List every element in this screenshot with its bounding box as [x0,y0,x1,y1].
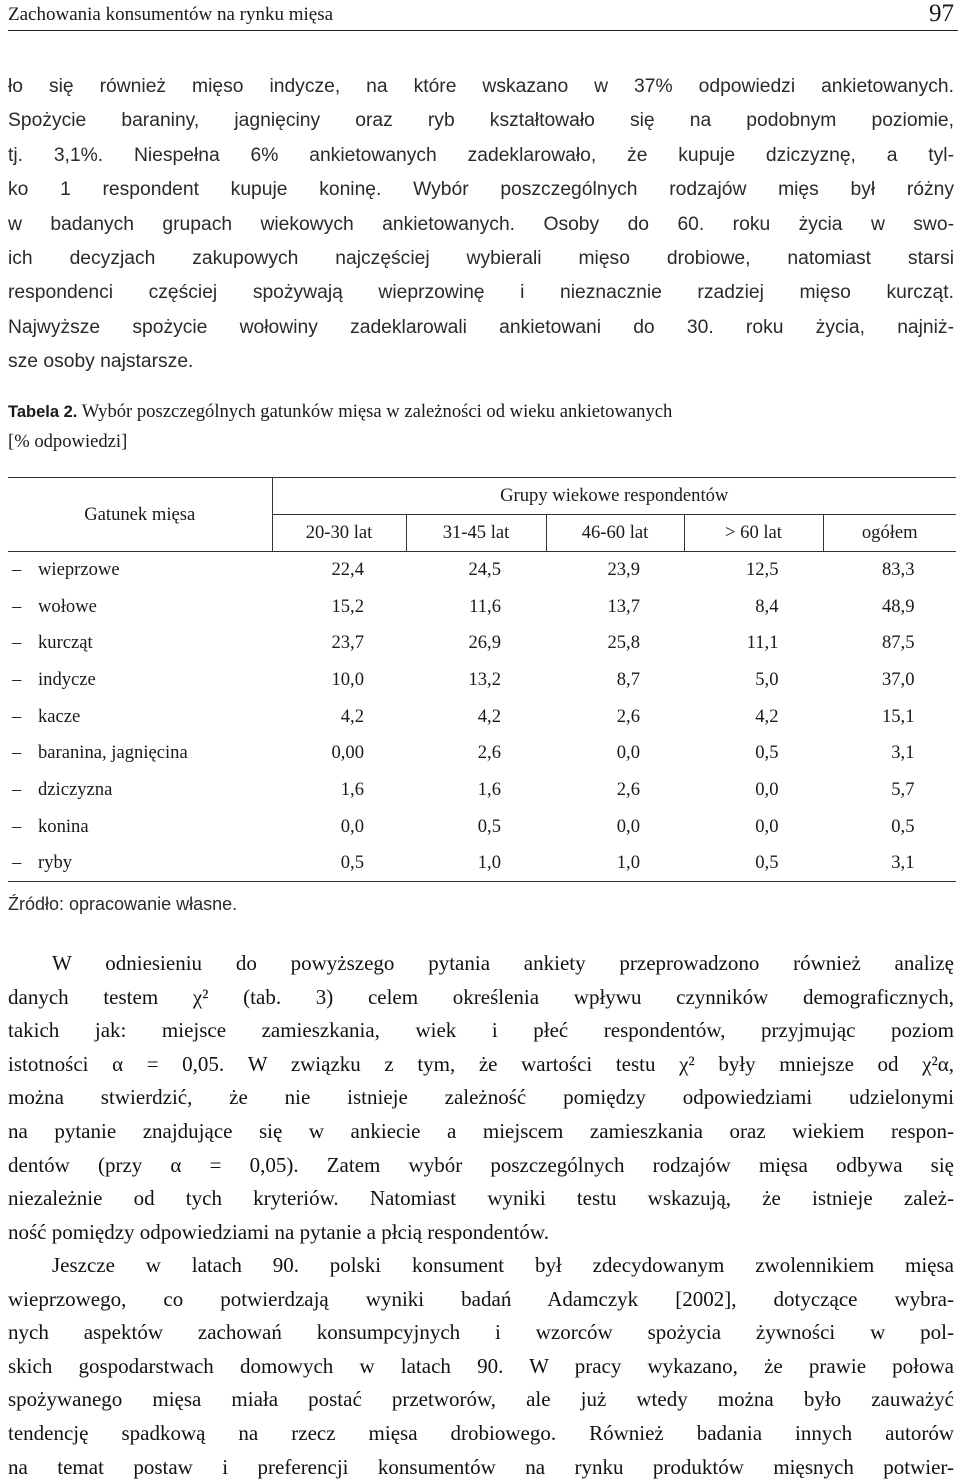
cell-value: 23,7 [331,632,364,654]
table-cell [684,772,823,809]
text-line: respondenci częściej spożywają wieprzowinę i nieznacznie rzadziej mięso kurcząt. [8,282,954,304]
text-line: istotności α = 0,05. W związku z tym, że wartości testu χ² były mniejsze od χ²α, [8,1051,954,1076]
table-cell [684,588,823,625]
cell-value: 2,6 [616,705,640,727]
paragraph-1 [8,70,954,380]
cell-value: 37,0 [881,668,915,690]
table-cell [546,735,684,772]
cell-value: 2,6 [616,778,640,800]
table-cell [406,735,546,772]
page-header [8,0,958,31]
column-header: 46-60 lat [546,515,684,552]
table-cell [406,698,546,735]
text-line: tj. 3,1%. Niespełna 6% ankietowanych zadeklarowało, że kupuje dziczyznę, a tyl- [8,144,954,166]
table-cell [684,662,823,699]
table-cell [406,845,546,882]
table-cell [823,625,956,662]
table-row [8,772,956,809]
table-cell [546,845,684,882]
table-cell [823,698,956,735]
cell-value: 0,5 [891,815,915,837]
dash-bullet: – [12,705,22,727]
table-cell [546,698,684,735]
table-cell [684,552,823,589]
cell-value: 0,5 [477,815,501,837]
cell-value: 8,7 [616,668,640,690]
row-label [8,772,272,809]
text-line: nych aspektów zachowań konsumpcyjnych i wzorców spożycia żywności w pol- [8,1320,954,1345]
cell-value: 13,7 [607,595,640,617]
row-label [8,808,272,845]
table-cell [684,845,823,882]
row-name: baranina, jagnięcina [38,742,188,764]
cell-value: 23,9 [607,559,640,581]
cell-value: 22,4 [331,559,364,581]
table-cell [546,588,684,625]
cell-value: 11,6 [469,595,501,617]
table-cell [406,772,546,809]
text-line: takich jak: miejsce zamieszkania, wiek i płeć respondentów, przyjmując poziom [8,1018,954,1043]
dash-bullet: – [12,815,22,837]
text-line: dentów (przy α = 0,05). Zatem wybór poszczególnych rodzajów mięsa odbywa się [8,1152,954,1177]
text-line: W odniesieniu do powyższego pytania ankiety przeprowadzono również analizę [52,951,954,975]
table-row [8,698,956,735]
cell-value: 4,2 [477,705,501,727]
table-cell [546,625,684,662]
table-cell [406,808,546,845]
row-name: indycze [38,668,96,690]
group-header: Grupy wiekowe respondentów [272,478,956,515]
dash-bullet: – [12,595,22,617]
text-line: ich decyzjach zakupowych najczęściej wybierali mięso drobiowe, natomiast starsi [8,248,954,270]
running-title: Zachowania konsumentów na rynku mięsa [8,4,334,25]
data-table [8,477,956,882]
text-line: na pytanie znajdujące się w ankiecie a miejscem zamieszkania oraz wiekiem respon- [8,1118,954,1143]
table-cell [546,662,684,699]
cell-value: 0,00 [331,742,364,764]
text-line: skich gospodarstwach domowych w latach 90. W pracy wykazano, że prawie połowa [8,1353,954,1378]
table-cell [406,662,546,699]
cell-value: 10,0 [331,668,364,690]
dash-bullet: – [12,742,22,764]
text-line: niezależnie od tych kryteriów. Natomiast wyniki testu wskazują, że istnieje zależ- [8,1186,954,1211]
row-name: kurcząt [38,632,93,654]
table-cell [546,552,684,589]
cell-value: 12,5 [745,559,779,581]
row-label [8,625,272,662]
table-row [8,808,956,845]
table-cell [684,625,823,662]
cell-value: 87,5 [881,632,915,654]
column-header: 20-30 lat [272,515,406,552]
table-cell [823,808,956,845]
column-header: 31-45 lat [406,515,546,552]
table-row [8,625,956,662]
cell-value: 0,0 [755,778,779,800]
row-name: wieprzowe [38,559,120,581]
cell-value: 11,1 [746,632,779,654]
cell-value: 15,2 [331,595,364,617]
text-line: danych testem χ² (tab. 3) celem określenia wpływu czynników demograficznych, [8,984,954,1009]
table-cell [272,845,406,882]
table-cell [823,845,956,882]
cell-value: 0,0 [755,815,779,837]
cell-value: 0,5 [755,742,779,764]
table-source: Źródło: opracowanie własne. [8,894,238,914]
table-cell [272,552,406,589]
table-cell [272,588,406,625]
table-row [8,845,956,882]
table-cell [406,625,546,662]
cell-value: 83,3 [881,559,915,581]
table-caption-text: Wybór poszczególnych gatunków mięsa w zależności od wieku ankietowanych [77,401,673,422]
table-cell [823,552,956,589]
cell-value: 0,5 [340,852,364,874]
text-line: na temat postaw i preferencji konsumentów na rynku produktów mięsnych potwier- [8,1454,954,1479]
table-cell [406,552,546,589]
row-name: wołowe [38,595,97,617]
table-cell [823,588,956,625]
dash-bullet: – [12,852,22,874]
dash-bullet: – [12,632,22,654]
cell-value: 3,1 [891,742,915,764]
text-line: ko 1 respondent kupuje koninę. Wybór poszczególnych rodzajów mięs był różny [8,179,954,201]
text-line: Spożycie baraniny, jagnięciny oraz ryb kształtowało się na podobnym poziomie, [8,110,954,132]
cell-value: 13,2 [468,668,501,690]
row-name: ryby [38,852,73,874]
table-cell [823,662,956,699]
text-line: sze osoby najstarsze. [8,351,194,373]
row-label [8,552,272,589]
cell-value: 15,1 [881,705,915,727]
cell-value: 1,0 [616,852,640,874]
table-label: Tabela 2. [8,403,78,421]
cell-value: 8,4 [755,595,779,617]
row-name: kacze [38,705,81,727]
table-cell [272,772,406,809]
paragraph-3 [8,1249,954,1484]
row-label [8,588,272,625]
cell-value: 0,0 [340,815,364,837]
row-label [8,698,272,735]
table-cell [406,588,546,625]
page-number: 97 [929,0,954,27]
cell-value: 5,7 [891,778,915,800]
dash-bullet: – [12,668,22,690]
row-header: Gatunek mięsa [8,478,272,552]
column-header: ogółem [823,515,956,552]
cell-value: 0,5 [755,852,779,874]
text-line: spożywanego mięsa miała postać przetworów, ale już wtedy można było zauważyć [8,1387,954,1412]
table-row [8,662,956,699]
cell-value: 2,6 [477,742,501,764]
cell-value: 0,0 [616,815,640,837]
column-header: > 60 lat [684,515,823,552]
text-line: ło się również mięso indycze, na które wskazano w 37% odpowiedzi ankietowanych. [8,76,954,97]
cell-value: 5,0 [755,668,779,690]
cell-value: 0,0 [616,742,640,764]
text-line: wieprzowego, co potwierdzają wyniki badań Adamczyk [2002], dotyczące wybra- [8,1286,954,1311]
cell-value: 48,9 [881,595,915,617]
dash-bullet: – [12,559,22,581]
cell-value: 24,5 [468,559,501,581]
row-name: konina [38,815,89,837]
text-line: można stwierdzić, że nie istnieje zależność pomiędzy odpowiedziami udzielonymi [8,1085,954,1110]
cell-value: 4,2 [340,705,364,727]
table-cell [546,772,684,809]
paragraph-2 [8,947,954,1249]
cell-value: 4,2 [755,705,779,727]
cell-value: 25,8 [607,632,640,654]
table-cell [684,808,823,845]
text-line: Najwyższe spożycie wołowiny zadeklarowali ankietowani do 30. roku życia, najniż- [8,316,954,338]
table-cell [684,698,823,735]
table-cell [823,735,956,772]
table-cell [272,698,406,735]
cell-value: 26,9 [468,632,501,654]
table-caption [8,397,954,456]
table-cell [823,772,956,809]
table-caption-unit: [% odpowiedzi] [8,431,128,452]
row-label [8,662,272,699]
row-name: dziczyzna [38,778,113,800]
table-cell [272,735,406,772]
table-row [8,735,956,772]
cell-value: 3,1 [891,852,915,874]
cell-value: 1,0 [477,852,501,874]
row-label [8,845,272,882]
dash-bullet: – [12,778,22,800]
text-line: tendencję spadkową na rzecz mięsa drobiowego. Również badania innych autorów [8,1420,954,1445]
text-line: Jeszcze w latach 90. polski konsument był zdecydowanym zwolennikiem mięsa [52,1253,954,1277]
table-cell [272,625,406,662]
cell-value: 1,6 [477,778,501,800]
text-line: w badanych grupach wiekowych ankietowanych. Osoby do 60. roku życia w swo- [8,213,954,235]
table-cell [272,808,406,845]
cell-value: 1,6 [340,778,364,800]
text-line: ność pomiędzy odpowiedziami na pytanie a płcią respondentów. [8,1219,549,1244]
table-cell [272,662,406,699]
row-label [8,735,272,772]
table-row [8,588,956,625]
table-cell [546,808,684,845]
table-row [8,552,956,589]
table-cell [684,735,823,772]
